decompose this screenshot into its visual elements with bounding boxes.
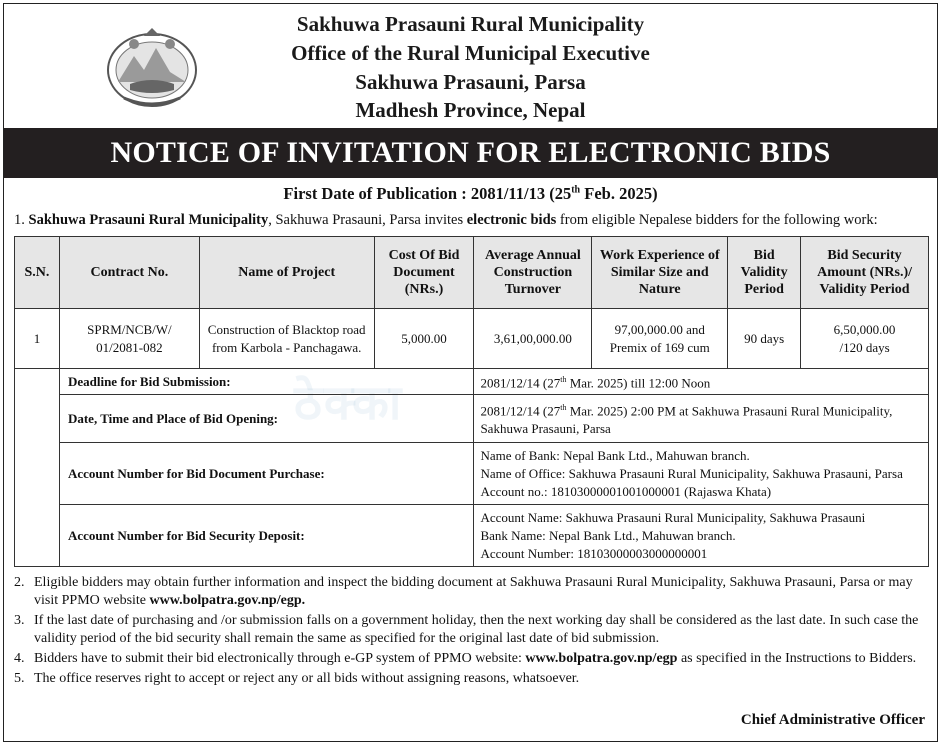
point-4-text: [34, 650, 932, 668]
header-cost: Cost Of Bid Document (NRs.): [374, 237, 474, 309]
header-sn: S.N.: [15, 237, 60, 309]
point-5-text: The office reserves right to accept or reject any or all bids without assigning reasons, whatsoever.: [34, 671, 580, 686]
deposit-line-3: Account Number: 18103000003000000001: [480, 545, 708, 561]
cell-security: [801, 309, 929, 369]
cell-project: [199, 309, 374, 369]
deadline-label: Deadline for Bid Submission:: [59, 369, 473, 395]
municipality-name: Sakhuwa Prasauni Rural Municipality: [296, 12, 645, 36]
header-experience: Work Experience of Similar Size and Nature: [592, 237, 728, 309]
purchase-line-2: Name of Office: Sakhuwa Prasauni Rural Municipality, Sakhuwa Prasauni, Parsa: [480, 465, 903, 481]
contract-line-1: SPRM/NCB/W/: [87, 321, 172, 337]
point-4-body-1: Bidders have to submit their bid electronically through e-GP system of PPMO website:: [34, 651, 526, 666]
opening-v1: 2081/12/14 (27: [480, 403, 561, 419]
blank-cell: [15, 369, 60, 567]
notice-points: [14, 574, 932, 690]
project-line-1: Construction of Blacktop road: [207, 321, 366, 337]
cell-validity: 90 days: [728, 309, 801, 369]
purchase-value: [474, 443, 929, 505]
opening-value: [474, 395, 929, 443]
opening-row: [15, 395, 929, 443]
deposit-label: Account Number for Bid Security Deposit:: [59, 505, 473, 567]
cell-turnover: 3,61,00,000.00: [474, 309, 592, 369]
purchase-label: Account Number for Bid Document Purchase:: [59, 443, 473, 505]
point-4-num: 4.: [14, 651, 25, 666]
project-line-2: from Karbola - Panchagawa.: [211, 339, 362, 355]
experience-line-2: Premix of 169 cum: [609, 339, 710, 355]
point-2-link: www.bolpatra.gov.np/egp.: [149, 593, 306, 608]
notice-page: [3, 3, 938, 742]
intro-org: Sakhuwa Prasauni Rural Municipality: [28, 212, 269, 228]
security-line-2: /120 days: [839, 339, 890, 355]
publication-date: [4, 184, 937, 204]
header-validity: Bid Validity Period: [728, 237, 801, 309]
opening-v2: Mar. 2025) 2:00 PM at Sakhuwa Prasauni Rural Municipality, Sakhuwa Prasauni, Parsa: [480, 403, 893, 437]
security-line-1: 6,50,000.00: [833, 321, 896, 337]
experience-line-1: 97,00,000.00 and: [614, 321, 705, 337]
point-2-text: [34, 574, 932, 610]
table-header-row: [15, 237, 929, 309]
bid-table: [14, 236, 929, 567]
point-4-link: www.bolpatra.gov.np/egp: [525, 651, 678, 666]
list-item: [14, 612, 932, 648]
point-4-body-2: as specified in the Instructions to Bidders.: [677, 651, 917, 666]
deadline-value: [474, 369, 929, 395]
province-name: Madhesh Province, Nepal: [355, 98, 586, 122]
purchase-row: [15, 443, 929, 505]
cell-experience: [592, 309, 728, 369]
header-security: Bid Security Amount (NRs.)/ Validity Period: [801, 237, 929, 309]
publication-date-label: First Date of Publication : 2081/11/13 (25: [283, 184, 572, 203]
deadline-v2: Mar. 2025) till 12:00 Noon: [566, 375, 711, 391]
point-3-num: 3.: [14, 613, 25, 628]
deposit-line-1: Account Name: Sakhuwa Prasauni Rural Municipality, Sakhuwa Prasauni: [480, 509, 866, 525]
publication-date-tail: Feb. 2025): [580, 184, 658, 203]
point-2-num: 2.: [14, 575, 25, 590]
cell-cost: 5,000.00: [374, 309, 474, 369]
intro-text-2: from eligible Nepalese bidders for the following work:: [556, 212, 878, 228]
intro-bold: electronic bids: [466, 212, 557, 228]
purchase-line-3: Account no.: 18103000001001000001 (Rajaswa Khata): [480, 483, 772, 499]
cell-sn: 1: [15, 309, 60, 369]
contract-line-2: 01/2081-082: [96, 339, 163, 355]
deposit-value: [474, 505, 929, 567]
deposit-row: [15, 505, 929, 567]
deadline-sup: th: [560, 375, 567, 384]
list-item: [14, 574, 932, 610]
nepal-government-emblem-icon: [104, 26, 200, 108]
point-2-body: Eligible bidders may obtain further information and inspect the bidding document at Sakhuwa Prasauni Rural Municipality, Sakhuwa Prasauni, Parsa or may visit PPMO website: [34, 575, 913, 608]
cell-contract: [59, 309, 199, 369]
list-item: [14, 650, 932, 668]
header-project: Name of Project: [199, 237, 374, 309]
deadline-row: [15, 369, 929, 395]
table-row: [15, 309, 929, 369]
point-5-num: 5.: [14, 671, 25, 686]
office-name: Office of the Rural Municipal Executive: [291, 41, 650, 65]
point-3-text: If the last date of purchasing and /or submission falls on a government holiday, then the next working day shall be considered as the last date. In such case the validity period of the bid security shall remain the same as specified for the original last date of bid submission.: [34, 613, 919, 646]
header-contract: Contract No.: [59, 237, 199, 309]
watermark: ठेक्का: [294, 375, 404, 431]
deadline-v1: 2081/12/14 (27: [480, 375, 561, 391]
intro-paragraph: [14, 212, 934, 229]
purchase-line-1: Name of Bank: Nepal Bank Ltd., Mahuwan branch.: [480, 447, 750, 463]
list-item: [14, 670, 932, 688]
office-address: Sakhuwa Prasauni, Parsa: [355, 70, 586, 94]
notice-header: [4, 4, 937, 128]
opening-label: Date, Time and Place of Bid Opening:: [59, 395, 473, 443]
opening-sup: th: [560, 403, 567, 413]
header-turnover: Average Annual Construction Turnover: [474, 237, 592, 309]
signature-title: Chief Administrative Officer: [740, 712, 925, 728]
publication-date-sup: th: [571, 184, 581, 196]
intro-number: 1.: [14, 212, 25, 228]
deposit-line-2: Bank Name: Nepal Bank Ltd., Mahuwan branch.: [480, 527, 736, 543]
intro-text-1: , Sakhuwa Prasauni, Parsa invites: [268, 212, 467, 228]
notice-title-banner: NOTICE OF INVITATION FOR ELECTRONIC BIDS: [4, 128, 937, 178]
